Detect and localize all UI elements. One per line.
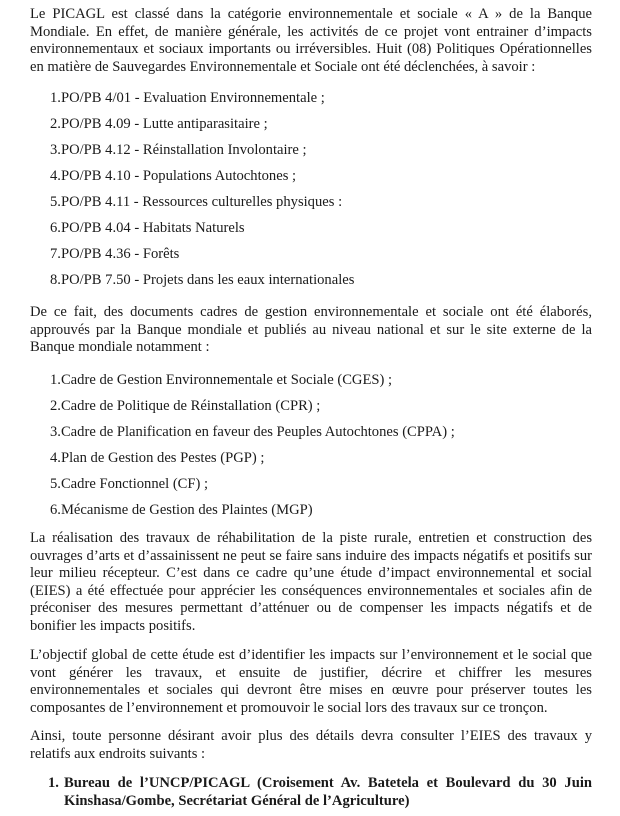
documents-intro-paragraph: De ce fait, des documents cadres de gestion environnementale et sociale ont été élaborés, approuvés par la Banque mondiale et publiés au niveau national et sur le site externe de la Banque mondiale notamment : <box>30 304 592 356</box>
list-item: 7.PO/PB 4.36 - Forêts <box>50 246 180 262</box>
works-paragraph: La réalisation des travaux de réhabilitation de la piste rurale, entretien et construction des ouvrages d’arts et d’assainissent ne peut se faire sans induire des impacts négatifs et positifs sur leur milieu récepteur. C’est dans ce cadre qu’une étude d’impact environnemental et social (EIES) a été effectuée pour apprécier les conséquences environnementales et sociales afin de préconiser des mesures permettant d’atténuer ou de compenser les impacts négatifs et de bonifier les impacts positifs. <box>30 530 592 634</box>
list-item: 1.Cadre de Gestion Environnementale et Sociale (CGES) ; <box>50 372 393 388</box>
list-item: 5.Cadre Fonctionnel (CF) ; <box>50 476 209 492</box>
list-item: 4.Plan de Gestion des Pestes (PGP) ; <box>50 450 265 466</box>
list-item: 4.PO/PB 4.10 - Populations Autochtones ; <box>50 168 297 184</box>
list-item: 5.PO/PB 4.11 - Ressources culturelles physiques : <box>50 194 343 210</box>
consult-paragraph: Ainsi, toute personne désirant avoir plus des détails devra consulter l’EIES des travaux y relatifs aux endroits suivants : <box>30 728 592 762</box>
list-item: 6.Mécanisme de Gestion des Plaintes (MGP) <box>50 502 313 518</box>
list-item: 1.PO/PB 4/01 - Evaluation Environnementale ; <box>50 90 325 106</box>
list-item: 3.Cadre de Planification en faveur des Peuples Autochtones (CPPA) ; <box>50 424 455 440</box>
list-item: 6.PO/PB 4.04 - Habitats Naturels <box>50 220 245 236</box>
list-item: 8.PO/PB 7.50 - Projets dans les eaux internationales <box>50 272 355 288</box>
list-item: 2.PO/PB 4.09 - Lutte antiparasitaire ; <box>50 116 268 132</box>
location-item: 1. Bureau de l’UNCP/PICAGL (Croisement Av. Batetela et Boulevard du 30 Juin Kinshasa/Gombe, Secrétariat Général de l’Agriculture) <box>48 775 592 809</box>
intro-paragraph: Le PICAGL est classé dans la catégorie environnementale et sociale « A » de la Banque Mondiale. En effet, de manière générale, les activités de ce projet vont entrainer d’impacts environnementaux et sociaux importants ou irréversibles. Huit (08) Politiques Opérationnelles en matière de Sauvegardes Environnementale et Sociale ont été déclenchées, à savoir : <box>30 6 592 75</box>
list-item: 3.PO/PB 4.12 - Réinstallation Involontaire ; <box>50 142 307 158</box>
list-item: 2.Cadre de Politique de Réinstallation (CPR) ; <box>50 398 321 414</box>
objective-paragraph: L’objectif global de cette étude est d’identifier les impacts sur l’environnement et le social que vont générer les travaux, et ensuite de justifier, décrire et chiffrer les mesures environnementales et sociales qui devront être mises en œuvre pour préserver toutes les composantes de l’environnement et promouvoir le social lors des travaux sur ce tronçon. <box>30 647 592 716</box>
